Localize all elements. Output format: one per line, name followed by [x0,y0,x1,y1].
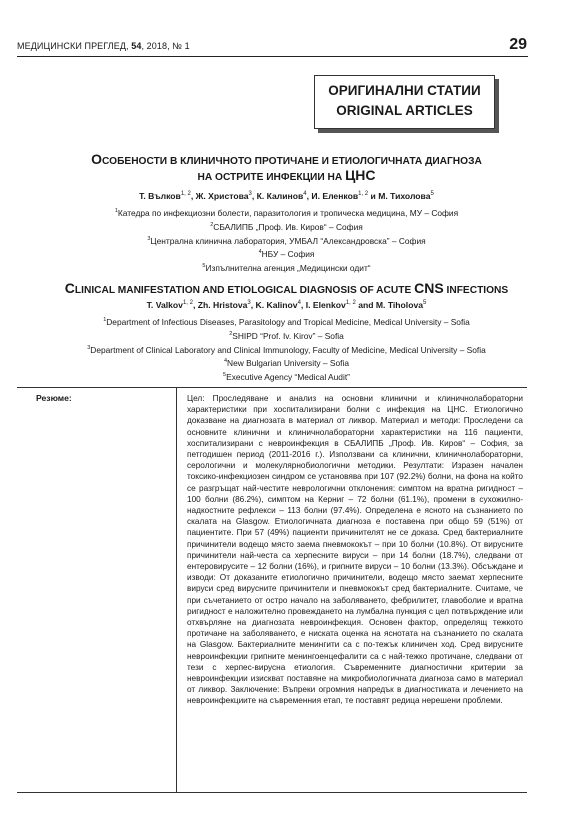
author: T. Valkov [146,300,183,310]
author: Zh. Hristova [197,300,248,310]
author: Т. Вълков [139,191,181,201]
affiliation: $^1$Катедра по инфекциозни болести, паразитология и тропическа медицина, МУ – София [114,207,459,218]
abstract-table [17,387,527,793]
bg-title-line2: НА ОСТРИТЕ ИНФЕКЦИИ НА ЦНС [197,167,376,183]
section-label-bg: ОРИГИНАЛНИ СТАТИИ [328,83,481,98]
abstract-divider [176,388,177,792]
affiliation: $^4$New Bulgarian University – Sofia [223,358,350,369]
affiliation: $^5$Изпълнителна агенция „Медицински одит“ [202,262,371,273]
author: К. Калинов [256,191,304,201]
author: M. Tiholova [375,300,424,310]
affiliation: $^4$НБУ – София [258,249,315,260]
author: М. Тихолова [378,191,431,201]
author: И. Еленков [311,191,359,201]
affiliation: $^2$SHIPD “Prof. Iv. Kirov” – Sofia [229,330,344,341]
abstract-text: Цел: Проследяване и анализ на основни клинични и клиничнолабораторни характеристики при хоспитализирани болни с инфекция на ЦНС. Етиологично доказване на диагнозата в материал от ликвор. Материал и методи: Проследени са основните клинични и клиничнолабораторни характеристики на 116 пациенти, хоспитализирани с невроинфекция в СБАЛИПБ „Проф. Ив. Киров“ – София, за петгодишен период (2011-2016 г.). Използвани са клинични, клиничнолабораторни, серологични и молекулярнобиологични методики. Резултати: Изразен начален токсико-инфекциозен синдром се установява при 107 (92.2%) болни, на фона на който се разгръщат най-честите неврологични отклонения: симптом на вратна ригидност – 100 болни (86.2%), симптом на Керниг – 72 болни (61.1%), промени в сухожилно-надкостните рефлекси – 113 болни (97.4%). Определена е ясното на съзнанието по скалата на Glasgow. Етиологичната диагноза е поставена при общо 59 (51%) от пациентите. При 57 (49%) пациенти причинителят не се доказа. Сред бактериалните причинители водещо място заема пневмококът – при 10 болни (10.8%). От вирусните причинители най-честа са херпесните вируси – при 14 болни (18.7%), следвани от ентеровирусите – 12 болни (16%), и грипните вируси – 10 болни (13.3%). Обсъждане и изводи: От доказаните етиологично причинители, водещо място заемат херпесните вируси сред вирусните причинители и пневмококът сред бактериалните. Считаме, че при съчетанието от остро начало на заболяването, фебрилитет, главоболие и вратна ригидност е наложително провеждането на лумбална пункция с цел потвърждение или отхвърляне на диагнозата невроинфекция. Основен фактор, определящ тежкото протичане на заболяването, е ниската оценка на яснотата на съзнанието по скалата на Glasgow. Бактериалните менингити са с по-тежък клиничен ход. Сред вирусните невроинфекции грипните менингоенцефалити са с най-тежко протичане, следвани от тези с херпес-вирусна етиология. Съвременните диагностични критерии за невроинфекции изискват поставяне на микробиологичната диагноза само в материал от ликвор. Заключение: Въпреки огромния напредък в диагностиката и лечението на невроинфекциите на съвременния етап, те поставят редица нерешени проблеми. [187,394,523,706]
bg-authors: Т. Вълков$^{1, 2}$, Ж. Христова$^3$, К. Калинов$^4$, И. Еленков$^{1, 2}$ и М. Тихолова$^5$ [139,191,434,201]
journal-volume: 54 [131,41,142,51]
affiliation: $^2$СБАЛИПБ „Проф. Ив. Киров“ – София [210,221,363,232]
section-box [314,75,495,129]
author: Ж. Христова [195,191,249,201]
section-label-en: ORIGINAL ARTICLES [336,103,473,118]
affiliation: $^1$Department of Infectious Diseases, Parasitology and Tropical Medicine, Medical University – Sofia [103,316,470,327]
journal-name: МЕДИЦИНСКИ ПРЕГЛЕД, [17,41,132,51]
en-title: CLINICAL MANIFESTATION AND ETIOLOGICAL DIAGNOSIS OF ACUTE CNS INFECTIONS [64,280,509,296]
bg-title-line1: ОСОБЕНОСТИ В КЛИНИЧНОТО ПРОТИЧАНЕ И ЕТИОЛОГИЧНАТА ДИАГНОЗА [91,151,482,167]
en-authors: T. Valkov$^{1, 2}$, Zh. Hristova$^3$, K. Kalinov$^4$, I. Elenkov$^{1, 2}$ and M. Tiholova$^5$ [146,300,427,310]
author: I. Elenkov [305,300,346,310]
page-number: 29 [509,36,527,53]
author: K. Kalinov [255,300,298,310]
running-header [17,36,527,56]
en-affiliations [20,314,553,383]
affiliation: $^3$Централна клинична лаборатория, УМБАЛ “Александровска” – София [147,235,426,246]
journal-year-issue: , 2018, № 1 [141,41,190,51]
affiliation: $^3$Department of Clinical Laboratory and Clinical Immunology, Faculty of Medicine, Medical University – Sofia [87,344,486,355]
journal-citation [17,41,190,51]
bg-affiliations [20,205,553,274]
header-rule [17,56,528,57]
abstract-label: Резюме: [36,393,72,403]
affiliation: $^5$Executive Agency “Medical Audit” [223,371,350,382]
